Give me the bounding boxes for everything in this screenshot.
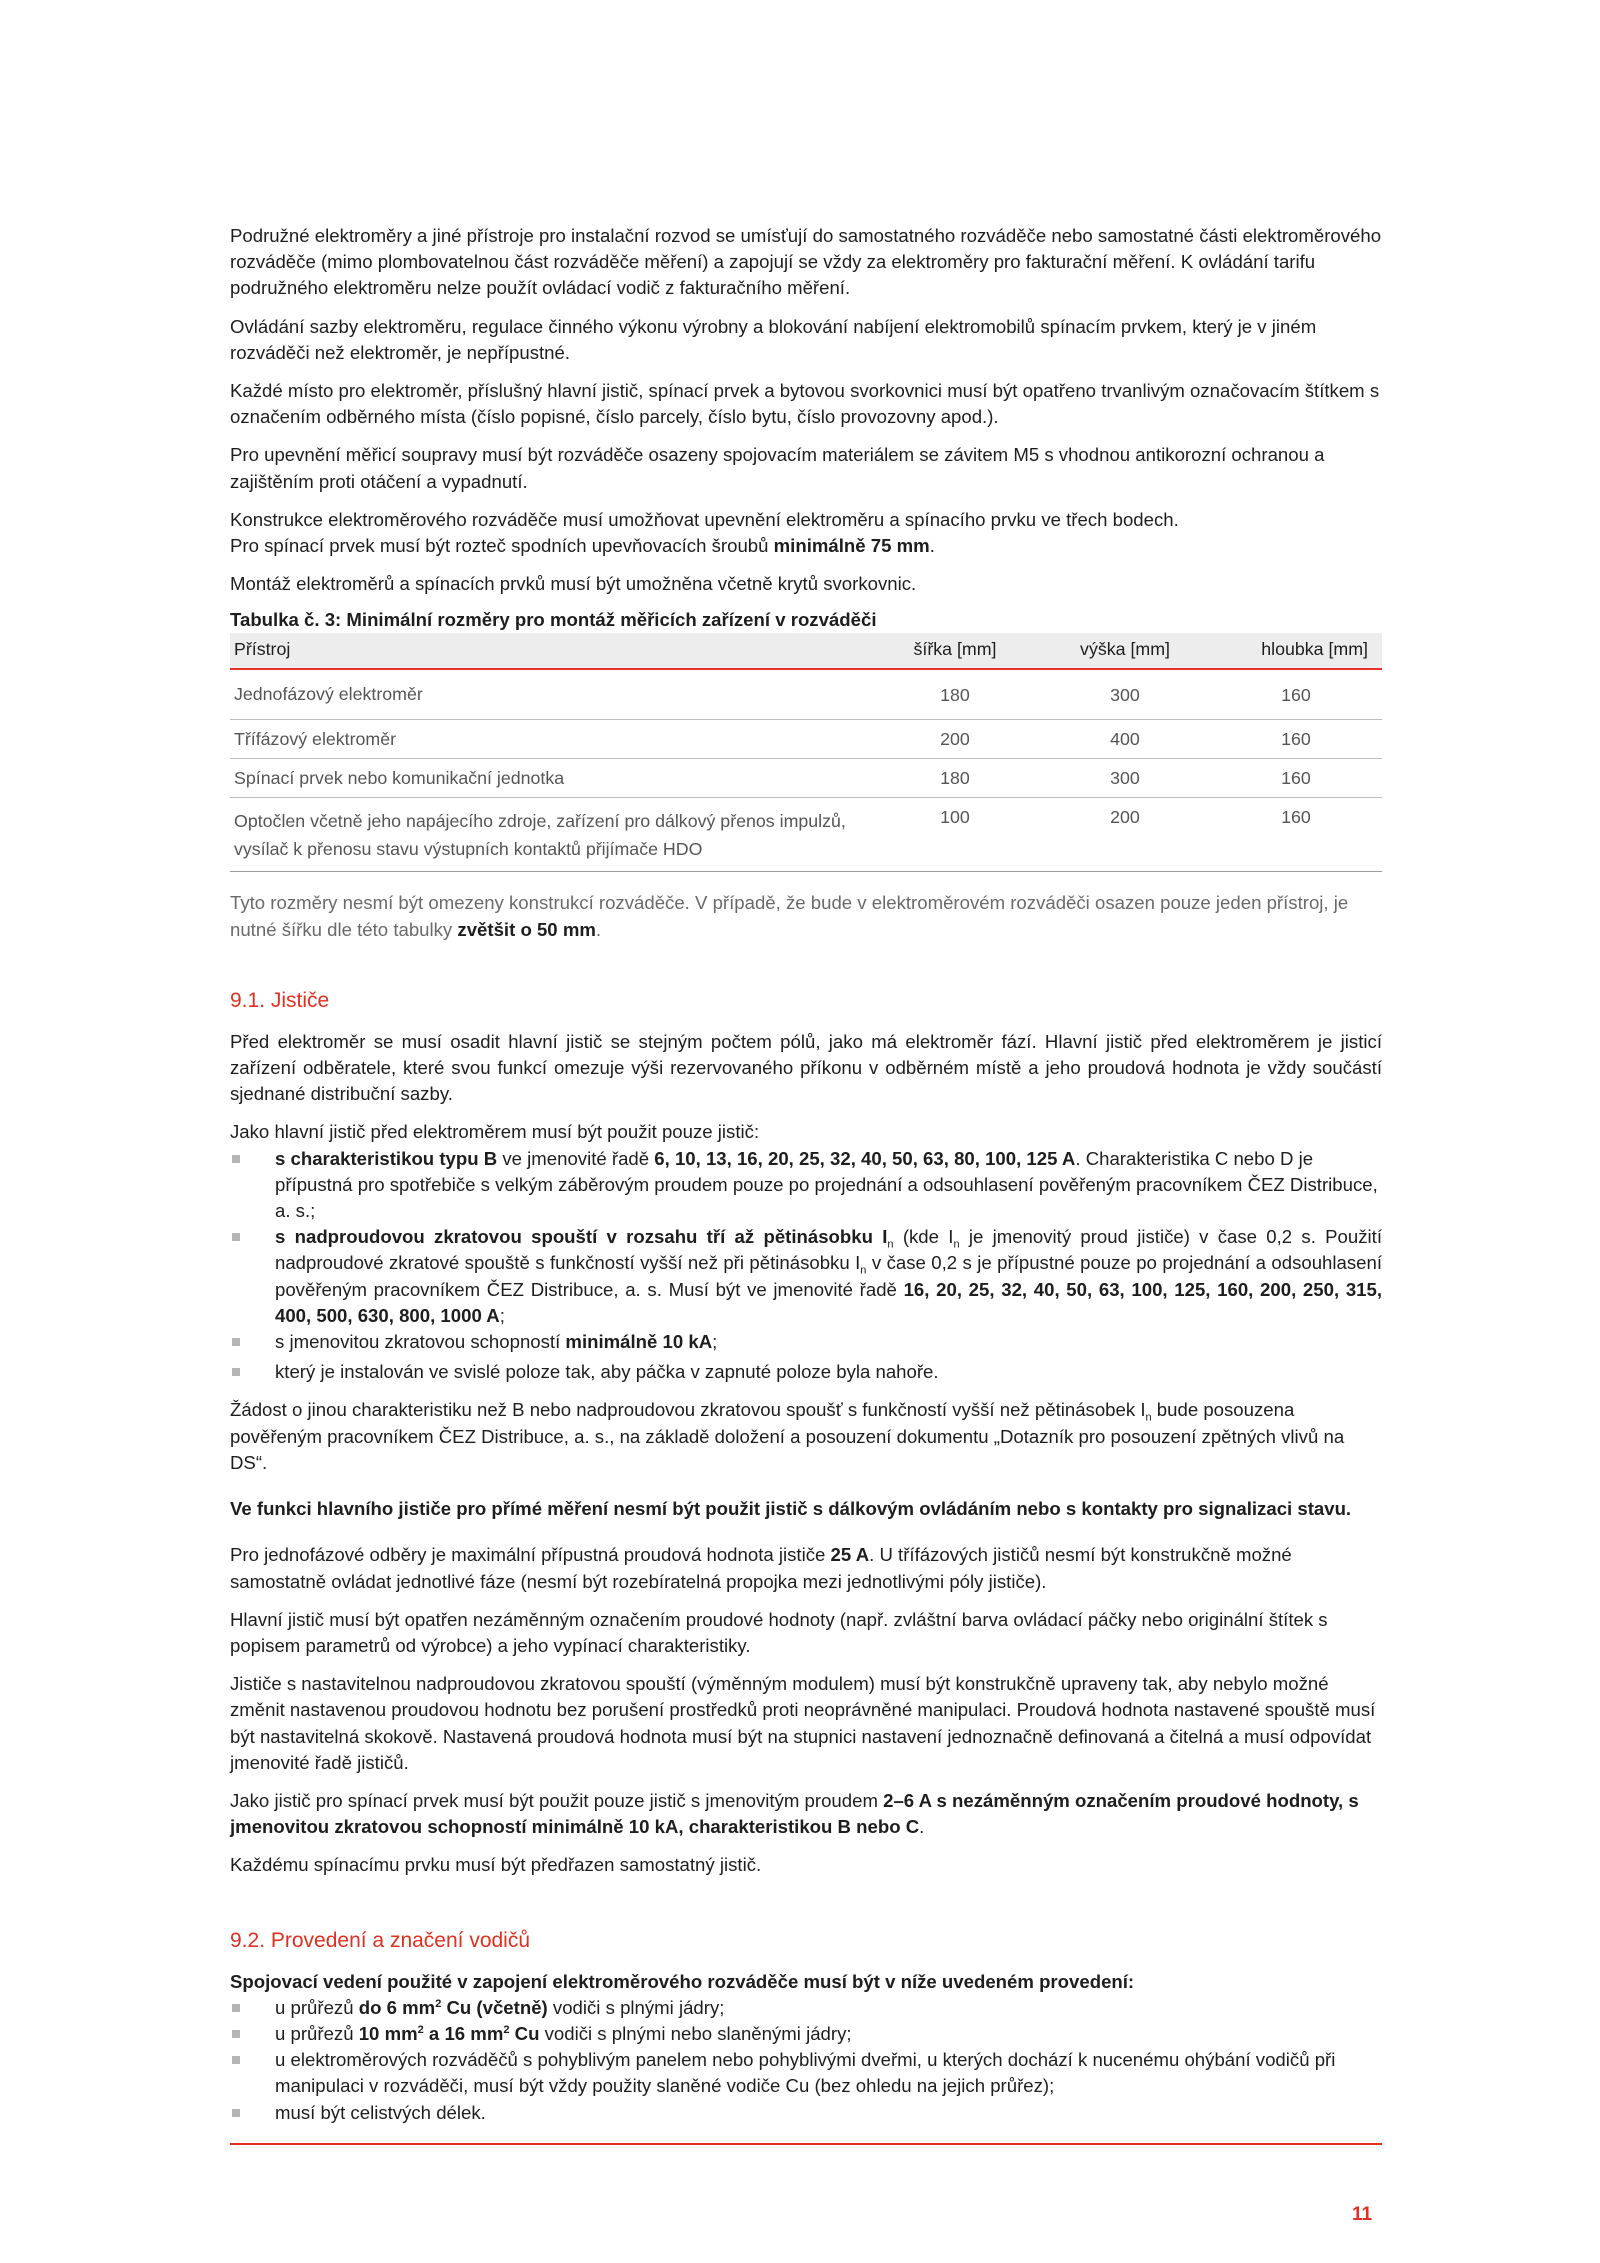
depth-cell: 160: [1210, 669, 1382, 720]
intro-paragraph-2: Ovládání sazby elektroměru, regulace činného výkonu výrobny a blokování nabíjení elektromobilů spínacím prvkem, který je v jiném rozváděči než elektroměr, je nepřípustné.: [230, 315, 1317, 363]
width-cell: 180: [870, 759, 1040, 798]
device-cell: Spínací prvek nebo komunikační jednotka: [230, 759, 870, 798]
device-cell: Třífázový elektroměr: [230, 720, 870, 759]
intro-paragraph-5b: Pro spínací prvek musí být rozteč spodních upevňovacích šroubů minimálně 75 mm.: [230, 535, 935, 557]
bullet-icon: [232, 2056, 240, 2064]
s92-lead: Spojovací vedení použité v zapojení elektroměrového rozváděče musí být v níže uvedeném provedení:: [230, 1970, 1135, 1992]
list-item: s nadproudovou zkratovou spouští v rozsahu tří až pětinásobku $I_n$ (kde $I_n$ je jmenovitý proud jističe) v čase 0,2 s. Použití nadproudové zkratové spouště s funkčností vyšší než při pětinásobku $I_n$ v čase 0,2 s je přípustné pouze po projednání a odsouhlasení pověřeným pracovníkem ČEZ Distribuce, a. s. Musí být ve jmenovité řadě 16, 20, 25, 32, 40, 50, 63, 100, 125, 160, 200, 250, 315, 400, 500, 630, 800, 1000 A;: [230, 1224, 1382, 1329]
column-header-width: šířka [mm]: [870, 633, 1040, 669]
table-caption: Tabulka č. 3: Minimální rozměry pro montáž měřicích zařízení v rozváděči: [230, 609, 877, 631]
height-cell: 200: [1040, 798, 1210, 872]
bullet-icon: [232, 2109, 240, 2117]
table-row: [230, 798, 1382, 872]
intro-paragraph-1: Podružné elektroměry a jiné přístroje pro instalační rozvod se umísťují do samostatného rozváděče nebo samostatné části elektroměrového rozváděče (mimo plombovatelnou část rozváděče měření) a zapojují se vždy za elektroměry pro fakturační měření. K ovládání tarifu podružného elektroměru nelze použít ovládací vodič z fakturačního měření.: [230, 225, 1382, 299]
s91-paragraph-2: Jako hlavní jistič před elektroměrem musí být použit pouze jistič:: [230, 1121, 760, 1143]
depth-cell: 160: [1210, 759, 1382, 798]
column-header-depth: hloubka [mm]: [1210, 633, 1382, 669]
bullet-icon: [232, 2030, 240, 2038]
column-header-height: výška [mm]: [1040, 633, 1210, 669]
page-number: 11: [1352, 2204, 1373, 2225]
table-row: [230, 759, 1382, 798]
intro-paragraph-3: Každé místo pro elektroměr, příslušný hlavní jistič, spínací prvek a bytovou svorkovnici musí být opatřeno trvanlivým označovacím štítkem s označením odběrného místa (číslo popisné, číslo parcely, číslo bytu, číslo provozovny apod.).: [230, 380, 1380, 428]
intro-paragraph-4: Pro upevnění měřicí soupravy musí být rozváděče osazeny spojovacím materiálem se závitem M5 s vhodnou antikorozní ochranou a zajištěním proti otáčení a vypadnutí.: [230, 444, 1325, 492]
height-cell: 300: [1040, 669, 1210, 720]
list-item: musí být celistvých délek.: [230, 2100, 1382, 2126]
depth-cell: 160: [1210, 720, 1382, 759]
conductor-requirements-list: [230, 1995, 1382, 2126]
footer-rule: [230, 2143, 1382, 2145]
s91-paragraph-6: Hlavní jistič musí být opatřen nezáměnným označením proudové hodnoty (např. zvláštní barva ovládací páčky nebo originální štítek s popisem parametrů od výrobce) a jeho vypínací charakteristiky.: [230, 1608, 1328, 1656]
height-cell: 300: [1040, 759, 1210, 798]
s91-paragraph-1: Před elektroměr se musí osadit hlavní jistič se stejným počtem pólů, jako má elektroměr fází. Hlavní jistič před elektroměrem je jisticí zařízení odběratele, které svou funkcí omezuje výši rezervovaného příkonu v odběrném místě a jeho proudová hodnota je vždy součástí sjednané distribuční sazby.: [230, 1030, 1382, 1105]
dimensions-table: [230, 633, 1382, 872]
table-row: [230, 669, 1382, 720]
bullet-icon: [232, 1233, 240, 1241]
intro-paragraph-6: Montáž elektroměrů a spínacích prvků musí být umožněna včetně krytů svorkovnic.: [230, 573, 917, 595]
column-header-device: Přístroj: [230, 633, 870, 669]
section-heading-9-1: 9.1. Jističe: [230, 988, 330, 1012]
bullet-icon: [232, 2004, 240, 2012]
table-note: Tyto rozměry nesmí být omezeny konstrukcí rozváděče. V případě, že bude v elektroměrovém rozváděči osazen pouze jeden přístroj, je nutné šířku dle této tabulky zvětšit o 50 mm.: [230, 892, 1349, 940]
table-header-row: [230, 633, 1382, 669]
height-cell: 400: [1040, 720, 1210, 759]
s91-paragraph-5: Pro jednofázové odběry je maximální přípustná proudová hodnota jističe 25 A. U třífázových jističů nesmí být konstrukčně možné samostatně ovládat jednotlivé fáze (nesmí být rozebíratelná propojka mezi jednotlivými póly jističe).: [230, 1544, 1292, 1592]
list-item: u průřezů 10 $mm^2$ a 16 $mm^2$ Cu vodiči s plnými nebo slaněnými jádry;: [230, 2021, 1382, 2047]
breaker-requirements-list: [230, 1146, 1382, 1386]
list-item: u elektroměrových rozváděčů s pohyblivým panelem nebo pohyblivými dveřmi, u kterých dochází k nucenému ohýbání vodičů při manipulaci v rozváděči, musí být vždy použity slaněné vodiče Cu (bez ohledu na jejich průřez);: [230, 2047, 1382, 2099]
s91-paragraph-8: Jako jistič pro spínací prvek musí být použit pouze jistič s jmenovitým proudem 2–6 A s nezáměnným označením proudové hodnoty, s jmenovitou zkratovou schopností minimálně 10 kA, charakteristikou B nebo C.: [230, 1789, 1359, 1838]
width-cell: 180: [870, 669, 1040, 720]
list-item: u průřezů do 6 $mm^2$ Cu (včetně) vodiči s plnými jádry;: [230, 1995, 1382, 2021]
s91-paragraph-4: Ve funkci hlavního jističe pro přímé měření nesmí být použit jistič s dálkovým ovládáním nebo s kontakty pro signalizaci stavu.: [230, 1498, 1352, 1520]
table-row: [230, 720, 1382, 759]
device-cell: Jednofázový elektroměr: [230, 669, 870, 720]
depth-cell: 160: [1210, 798, 1382, 872]
bullet-icon: [232, 1155, 240, 1163]
width-cell: 200: [870, 720, 1040, 759]
list-item: s jmenovitou zkratovou schopností minimálně 10 kA;: [230, 1329, 1382, 1355]
page-body: [230, 223, 1382, 2126]
intro-paragraph-5a: Konstrukce elektroměrového rozváděče musí umožňovat upevnění elektroměru a spínacího prvku ve třech bodech.: [230, 508, 1179, 530]
s91-paragraph-9: Každému spínacímu prvku musí být předřazen samostatný jistič.: [230, 1854, 762, 1876]
device-cell: Optočlen včetně jeho napájecího zdroje, zařízení pro dálkový přenos impulzů, vysílač k přenosu stavu výstupních kontaktů přijímače HDO: [230, 798, 870, 872]
bullet-icon: [232, 1368, 240, 1376]
list-item: který je instalován ve svislé poloze tak, aby páčka v zapnuté poloze byla nahoře.: [230, 1359, 1382, 1385]
section-heading-9-2: 9.2. Provedení a značení vodičů: [230, 1928, 531, 1952]
s91-paragraph-3: Žádost o jinou charakteristiku než B nebo nadproudovou zkratovou spoušť s funkčností vyšší než pětinásobek $I_n$ bude posouzena pověřeným pracovníkem ČEZ Distribuce, a. s., na základě doložení a posouzení dokumentu „Dotazník pro posouzení zpětných vlivů na DS“.: [230, 1399, 1345, 1473]
list-item: s charakteristikou typu B ve jmenovité řadě 6, 10, 13, 16, 20, 25, 32, 40, 50, 63, 80, 100, 125 A. Charakteristika C nebo D je přípustná pro spotřebiče s velkým záběrovým proudem pouze po projednání a odsouhlasení pověřeným pracovníkem ČEZ Distribuce, a. s.;: [230, 1146, 1382, 1225]
bullet-icon: [232, 1338, 240, 1346]
s91-paragraph-7: Jističe s nastavitelnou nadproudovou zkratovou spouští (výměnným modulem) musí být konstrukčně upraveny tak, aby nebylo možné změnit nastavenou proudovou hodnotu bez porušení prostředků proti neoprávněné manipulaci. Proudová hodnota nastavené spouště musí být nastavitelná skokově. Nastavená proudová hodnota musí být na stupnici nastavení jednoznačně definovaná a čitelná a musí odpovídat jmenovité řadě jističů.: [230, 1673, 1376, 1773]
width-cell: 100: [870, 798, 1040, 872]
